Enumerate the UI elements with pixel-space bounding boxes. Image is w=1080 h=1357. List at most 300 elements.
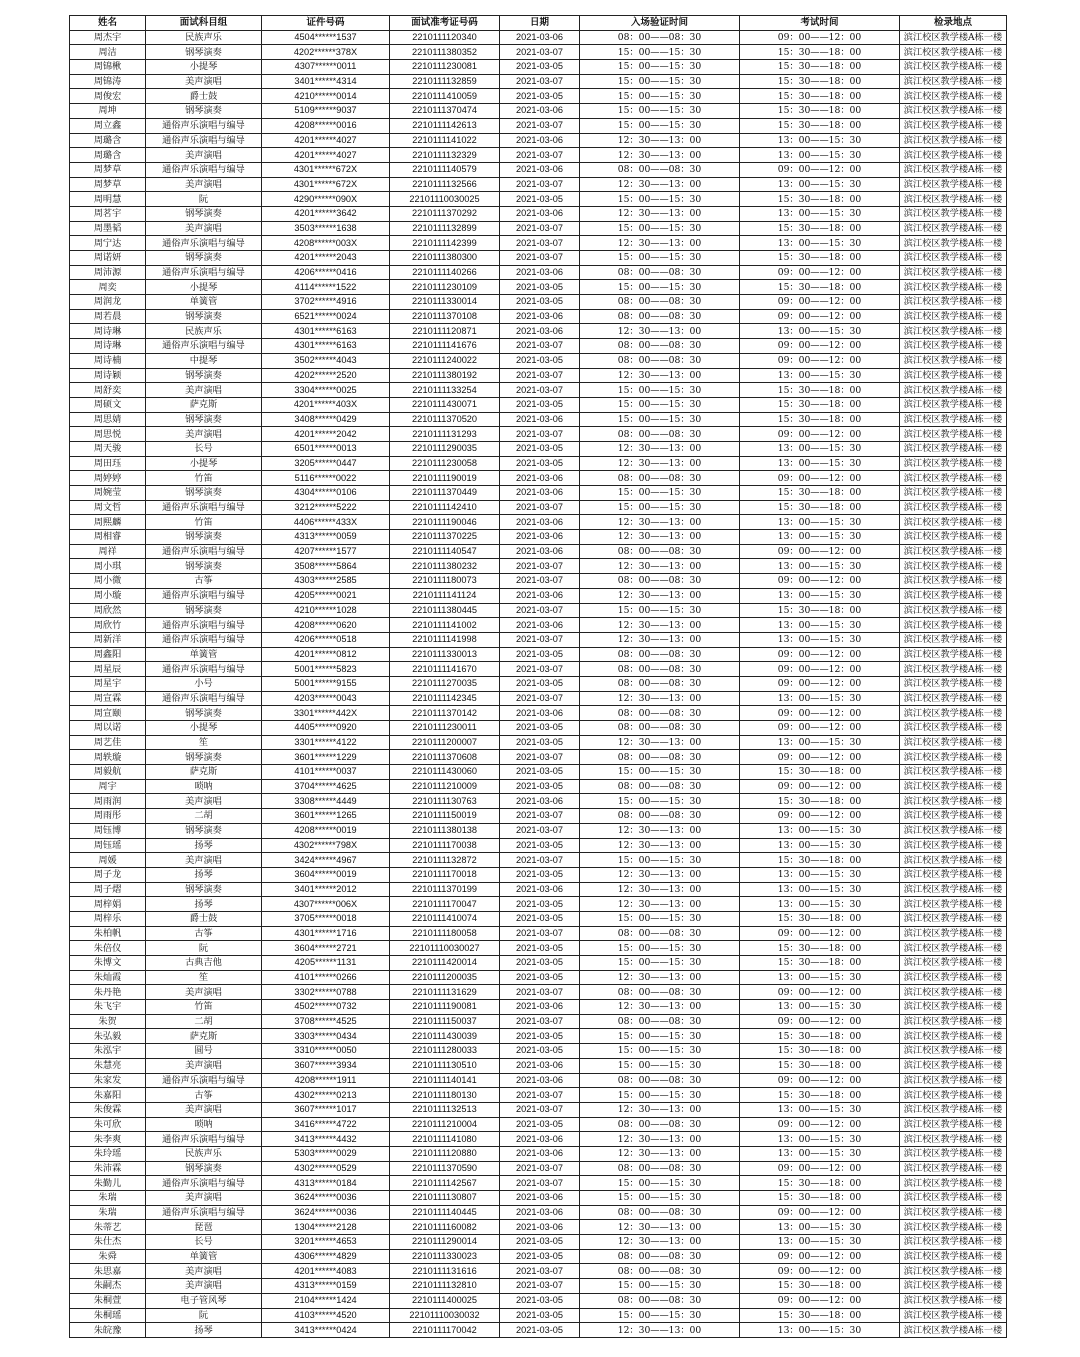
cell-checkin-time: 15：00——15：30	[580, 60, 740, 75]
cell-name: 周锦楸	[70, 60, 146, 75]
table-row	[70, 544, 1007, 559]
cell-id-number: 4208******1911	[262, 1073, 390, 1088]
cell-date: 2021-03-05	[500, 89, 580, 104]
cell-location: 滨江校区教学楼A栋一楼	[900, 162, 1007, 177]
cell-ticket-number: 22101110030027	[390, 941, 500, 956]
table-row	[70, 265, 1007, 280]
cell-id-number: 3604******2721	[262, 941, 390, 956]
cell-id-number: 3624******0036	[262, 1191, 390, 1206]
cell-subject: 爵士鼓	[146, 911, 262, 926]
cell-subject: 通俗声乐演唱与编导	[146, 1205, 262, 1220]
cell-exam-time: 09：00——12：00	[740, 162, 900, 177]
cell-location: 滨江校区教学楼A栋一楼	[900, 1249, 1007, 1264]
cell-name: 周小璇	[70, 588, 146, 603]
cell-ticket-number: 2210111240022	[390, 353, 500, 368]
cell-checkin-time: 15：00——15：30	[580, 118, 740, 133]
cell-checkin-time: 12：30——13：00	[580, 897, 740, 912]
cell-name: 周思悦	[70, 427, 146, 442]
cell-name: 朱舜	[70, 1249, 146, 1264]
cell-id-number: 3310******0050	[262, 1044, 390, 1059]
cell-checkin-time: 08：00——08：30	[580, 1264, 740, 1279]
cell-location: 滨江校区教学楼A栋一楼	[900, 691, 1007, 706]
cell-checkin-time: 15：00——15：30	[580, 280, 740, 295]
cell-checkin-time: 15：00——15：30	[580, 104, 740, 119]
cell-date: 2021-03-06	[500, 104, 580, 119]
cell-date: 2021-03-07	[500, 632, 580, 647]
cell-subject: 钢琴演奏	[146, 309, 262, 324]
table-row	[70, 280, 1007, 295]
cell-date: 2021-03-05	[500, 676, 580, 691]
cell-name: 周艺佳	[70, 735, 146, 750]
table-row	[70, 765, 1007, 780]
cell-location: 滨江校区教学楼A栋一楼	[900, 970, 1007, 985]
table-row	[70, 882, 1007, 897]
cell-exam-time: 15：30——18：00	[740, 1088, 900, 1103]
cell-checkin-time: 08：00——08：30	[580, 809, 740, 824]
cell-name: 周诗颖	[70, 368, 146, 383]
cell-location: 滨江校区教学楼A栋一楼	[900, 368, 1007, 383]
cell-exam-time: 13：00——15：30	[740, 691, 900, 706]
table-row	[70, 823, 1007, 838]
cell-name: 周梦草	[70, 162, 146, 177]
cell-subject: 美声演唱	[146, 794, 262, 809]
cell-checkin-time: 15：00——15：30	[580, 1279, 740, 1294]
cell-name: 周子熠	[70, 882, 146, 897]
cell-date: 2021-03-05	[500, 779, 580, 794]
cell-name: 朱弘毅	[70, 1029, 146, 1044]
cell-checkin-time: 12：30——13：00	[580, 867, 740, 882]
cell-location: 滨江校区教学楼A栋一楼	[900, 339, 1007, 354]
table-row	[70, 530, 1007, 545]
cell-ticket-number: 2210111190019	[390, 471, 500, 486]
cell-subject: 通俗声乐演唱与编导	[146, 691, 262, 706]
cell-name: 周文哲	[70, 500, 146, 515]
cell-id-number: 4206******0518	[262, 632, 390, 647]
cell-name: 周祥	[70, 544, 146, 559]
table-row	[70, 251, 1007, 266]
cell-id-number: 4201******2043	[262, 251, 390, 266]
cell-location: 滨江校区教学楼A栋一楼	[900, 397, 1007, 412]
cell-subject: 阮	[146, 1308, 262, 1323]
cell-location: 滨江校区教学楼A栋一楼	[900, 280, 1007, 295]
cell-subject: 单簧管	[146, 295, 262, 310]
cell-id-number: 4302******0213	[262, 1088, 390, 1103]
cell-location: 滨江校区教学楼A栋一楼	[900, 1176, 1007, 1191]
cell-exam-time: 13：00——15：30	[740, 1000, 900, 1015]
cell-subject: 美声演唱	[146, 1102, 262, 1117]
cell-id-number: 1304******2128	[262, 1220, 390, 1235]
cell-checkin-time: 08：00——08：30	[580, 721, 740, 736]
cell-name: 周星辰	[70, 662, 146, 677]
cell-date: 2021-03-07	[500, 1014, 580, 1029]
cell-exam-time: 13：00——15：30	[740, 867, 900, 882]
cell-subject: 通俗声乐演唱与编导	[146, 588, 262, 603]
cell-subject: 通俗声乐演唱与编导	[146, 339, 262, 354]
table-row	[70, 897, 1007, 912]
table-row	[70, 74, 1007, 89]
cell-name: 周相睿	[70, 530, 146, 545]
cell-exam-time: 15：30——18：00	[740, 603, 900, 618]
cell-location: 滨江校区教学楼A栋一楼	[900, 1117, 1007, 1132]
cell-date: 2021-03-06	[500, 882, 580, 897]
cell-ticket-number: 2210111142567	[390, 1176, 500, 1191]
cell-date: 2021-03-06	[500, 794, 580, 809]
table-row	[70, 471, 1007, 486]
table-row	[70, 30, 1007, 45]
cell-exam-time: 09：00——12：00	[740, 809, 900, 824]
cell-location: 滨江校区教学楼A栋一楼	[900, 118, 1007, 133]
cell-subject: 美声演唱	[146, 427, 262, 442]
cell-location: 滨江校区教学楼A栋一楼	[900, 133, 1007, 148]
table-row	[70, 339, 1007, 354]
header-row	[70, 16, 1007, 31]
cell-ticket-number: 2210111132899	[390, 221, 500, 236]
cell-date: 2021-03-07	[500, 750, 580, 765]
table-row	[70, 1235, 1007, 1250]
cell-checkin-time: 15：00——15：30	[580, 251, 740, 266]
cell-exam-time: 13：00——15：30	[740, 823, 900, 838]
cell-name: 朱蒂艺	[70, 1220, 146, 1235]
cell-location: 滨江校区教学楼A栋一楼	[900, 265, 1007, 280]
cell-name: 周立鑫	[70, 118, 146, 133]
cell-id-number: 3301******4122	[262, 735, 390, 750]
cell-subject: 通俗声乐演唱与编导	[146, 544, 262, 559]
cell-ticket-number: 2210111132859	[390, 74, 500, 89]
cell-date: 2021-03-06	[500, 486, 580, 501]
cell-location: 滨江校区教学楼A栋一楼	[900, 251, 1007, 266]
cell-exam-time: 15：30——18：00	[740, 1029, 900, 1044]
cell-date: 2021-03-05	[500, 60, 580, 75]
table-row	[70, 221, 1007, 236]
cell-location: 滨江校区教学楼A栋一楼	[900, 588, 1007, 603]
cell-ticket-number: 2210111140445	[390, 1205, 500, 1220]
cell-name: 周奕	[70, 280, 146, 295]
cell-name: 周婉莹	[70, 486, 146, 501]
cell-subject: 钢琴演奏	[146, 486, 262, 501]
table-row	[70, 662, 1007, 677]
cell-name: 周欣然	[70, 603, 146, 618]
cell-name: 朱灿霞	[70, 970, 146, 985]
cell-subject: 扬琴	[146, 1323, 262, 1338]
cell-ticket-number: 2210111200007	[390, 735, 500, 750]
cell-name: 周子龙	[70, 867, 146, 882]
cell-name: 朱博文	[70, 956, 146, 971]
table-row	[70, 486, 1007, 501]
cell-date: 2021-03-06	[500, 1191, 580, 1206]
cell-ticket-number: 2210111380138	[390, 823, 500, 838]
cell-name: 周梦草	[70, 177, 146, 192]
cell-location: 滨江校区教学楼A栋一楼	[900, 353, 1007, 368]
cell-ticket-number: 2210111430060	[390, 765, 500, 780]
cell-checkin-time: 15：00——15：30	[580, 192, 740, 207]
cell-exam-time: 09：00——12：00	[740, 353, 900, 368]
table-row	[70, 1000, 1007, 1015]
cell-name: 朱泓宇	[70, 1044, 146, 1059]
table-row	[70, 427, 1007, 442]
cell-name: 朱丹艳	[70, 985, 146, 1000]
cell-name: 朱仕杰	[70, 1235, 146, 1250]
column-header-ticket-number: 面试准考证号码	[390, 16, 500, 31]
cell-name: 周媛	[70, 853, 146, 868]
cell-exam-time: 13：00——15：30	[740, 133, 900, 148]
cell-checkin-time: 08：00——08：30	[580, 339, 740, 354]
cell-ticket-number: 2210111132329	[390, 148, 500, 163]
cell-name: 朱李爽	[70, 1132, 146, 1147]
cell-id-number: 3301******442X	[262, 706, 390, 721]
cell-ticket-number: 2210111370225	[390, 530, 500, 545]
cell-checkin-time: 08：00——08：30	[580, 647, 740, 662]
cell-checkin-time: 15：00——15：30	[580, 794, 740, 809]
cell-checkin-time: 12：30——13：00	[580, 1132, 740, 1147]
table-row	[70, 559, 1007, 574]
cell-id-number: 4301******672X	[262, 177, 390, 192]
table-row	[70, 295, 1007, 310]
cell-date: 2021-03-05	[500, 647, 580, 662]
table-row	[70, 647, 1007, 662]
cell-exam-time: 15：30——18：00	[740, 74, 900, 89]
cell-date: 2021-03-05	[500, 441, 580, 456]
cell-ticket-number: 2210111180073	[390, 574, 500, 589]
cell-date: 2021-03-07	[500, 148, 580, 163]
cell-date: 2021-03-07	[500, 45, 580, 60]
cell-name: 朱家发	[70, 1073, 146, 1088]
cell-id-number: 5001******9155	[262, 676, 390, 691]
table-row	[70, 1279, 1007, 1294]
cell-date: 2021-03-06	[500, 706, 580, 721]
cell-name: 周璐含	[70, 148, 146, 163]
cell-ticket-number: 2210111170018	[390, 867, 500, 882]
cell-ticket-number: 2210111330013	[390, 647, 500, 662]
cell-ticket-number: 2210111132513	[390, 1102, 500, 1117]
cell-name: 朱倍仪	[70, 941, 146, 956]
cell-subject: 钢琴演奏	[146, 603, 262, 618]
cell-checkin-time: 12：30——13：00	[580, 456, 740, 471]
table-row	[70, 1323, 1007, 1338]
table-row	[70, 632, 1007, 647]
cell-name: 朱瑞	[70, 1205, 146, 1220]
table-row	[70, 148, 1007, 163]
cell-location: 滨江校区教学楼A栋一楼	[900, 486, 1007, 501]
cell-checkin-time: 08：00——08：30	[580, 1249, 740, 1264]
cell-subject: 古筝	[146, 926, 262, 941]
cell-name: 周小琪	[70, 559, 146, 574]
cell-checkin-time: 15：00——15：30	[580, 941, 740, 956]
cell-name: 周雨彤	[70, 809, 146, 824]
cell-location: 滨江校区教学楼A栋一楼	[900, 559, 1007, 574]
cell-date: 2021-03-07	[500, 1088, 580, 1103]
cell-checkin-time: 08：00——08：30	[580, 662, 740, 677]
cell-id-number: 3601******1229	[262, 750, 390, 765]
cell-date: 2021-03-05	[500, 1044, 580, 1059]
cell-exam-time: 15：30——18：00	[740, 104, 900, 119]
cell-checkin-time: 08：00——08：30	[580, 1073, 740, 1088]
cell-subject: 钢琴演奏	[146, 104, 262, 119]
cell-subject: 扬琴	[146, 897, 262, 912]
cell-id-number: 4301******672X	[262, 162, 390, 177]
cell-ticket-number: 2210111150019	[390, 809, 500, 824]
cell-subject: 通俗声乐演唱与编导	[146, 632, 262, 647]
cell-checkin-time: 15：00——15：30	[580, 765, 740, 780]
cell-date: 2021-03-07	[500, 559, 580, 574]
cell-subject: 二胡	[146, 809, 262, 824]
cell-subject: 二胡	[146, 1014, 262, 1029]
cell-name: 朱贺	[70, 1014, 146, 1029]
cell-checkin-time: 15：00——15：30	[580, 956, 740, 971]
cell-checkin-time: 08：00——08：30	[580, 544, 740, 559]
cell-subject: 通俗声乐演唱与编导	[146, 1132, 262, 1147]
cell-id-number: 4205******0021	[262, 588, 390, 603]
table-row	[70, 441, 1007, 456]
table-row	[70, 691, 1007, 706]
cell-exam-time: 09：00——12：00	[740, 706, 900, 721]
cell-date: 2021-03-06	[500, 471, 580, 486]
cell-subject: 扬琴	[146, 838, 262, 853]
cell-name: 朱俊霖	[70, 1102, 146, 1117]
table-row	[70, 838, 1007, 853]
cell-location: 滨江校区教学楼A栋一楼	[900, 882, 1007, 897]
cell-id-number: 4301******1716	[262, 926, 390, 941]
cell-checkin-time: 08：00——08：30	[580, 926, 740, 941]
cell-name: 周钰博	[70, 823, 146, 838]
table-row	[70, 588, 1007, 603]
cell-location: 滨江校区教学楼A栋一楼	[900, 236, 1007, 251]
cell-name: 周洁	[70, 45, 146, 60]
cell-subject: 美声演唱	[146, 148, 262, 163]
cell-id-number: 3413******0424	[262, 1323, 390, 1338]
cell-exam-time: 13：00——15：30	[740, 1146, 900, 1161]
cell-location: 滨江校区教学楼A栋一楼	[900, 89, 1007, 104]
cell-id-number: 3201******4653	[262, 1235, 390, 1250]
table-row	[70, 1073, 1007, 1088]
cell-checkin-time: 15：00——15：30	[580, 1308, 740, 1323]
cell-location: 滨江校区教学楼A栋一楼	[900, 441, 1007, 456]
cell-id-number: 4208******0016	[262, 118, 390, 133]
table-row	[70, 1117, 1007, 1132]
cell-subject: 通俗声乐演唱与编导	[146, 265, 262, 280]
cell-exam-time: 09：00——12：00	[740, 339, 900, 354]
cell-ticket-number: 2210111120880	[390, 1146, 500, 1161]
cell-subject: 钢琴演奏	[146, 412, 262, 427]
cell-name: 朱思嘉	[70, 1264, 146, 1279]
cell-name: 周钰瑶	[70, 838, 146, 853]
cell-ticket-number: 2210111420014	[390, 956, 500, 971]
cell-checkin-time: 12：30——13：00	[580, 1146, 740, 1161]
cell-exam-time: 13：00——15：30	[740, 515, 900, 530]
cell-name: 朱沛霖	[70, 1161, 146, 1176]
table-row	[70, 853, 1007, 868]
cell-subject: 唢呐	[146, 779, 262, 794]
cell-date: 2021-03-05	[500, 721, 580, 736]
cell-exam-time: 09：00——12：00	[740, 574, 900, 589]
cell-subject: 竹笛	[146, 471, 262, 486]
cell-date: 2021-03-07	[500, 339, 580, 354]
cell-exam-time: 09：00——12：00	[740, 1161, 900, 1176]
cell-date: 2021-03-06	[500, 1058, 580, 1073]
cell-location: 滨江校区教学楼A栋一楼	[900, 1029, 1007, 1044]
cell-date: 2021-03-05	[500, 1308, 580, 1323]
cell-checkin-time: 12：30——13：00	[580, 559, 740, 574]
cell-exam-time: 13：00——15：30	[740, 456, 900, 471]
cell-subject: 美声演唱	[146, 1191, 262, 1206]
cell-ticket-number: 2210111400025	[390, 1293, 500, 1308]
cell-name: 周宇	[70, 779, 146, 794]
cell-date: 2021-03-07	[500, 1176, 580, 1191]
cell-checkin-time: 12：30——13：00	[580, 515, 740, 530]
cell-exam-time: 15：30——18：00	[740, 1279, 900, 1294]
cell-subject: 单簧管	[146, 647, 262, 662]
cell-date: 2021-03-07	[500, 809, 580, 824]
cell-checkin-time: 08：00——08：30	[580, 1117, 740, 1132]
table-row	[70, 706, 1007, 721]
cell-location: 滨江校区教学楼A栋一楼	[900, 500, 1007, 515]
cell-date: 2021-03-07	[500, 574, 580, 589]
cell-location: 滨江校区教学楼A栋一楼	[900, 941, 1007, 956]
cell-date: 2021-03-07	[500, 251, 580, 266]
table-row	[70, 618, 1007, 633]
cell-subject: 电子管风琴	[146, 1293, 262, 1308]
table-row	[70, 1308, 1007, 1323]
cell-subject: 钢琴演奏	[146, 45, 262, 60]
cell-id-number: 3212******5222	[262, 500, 390, 515]
cell-exam-time: 15：30——18：00	[740, 941, 900, 956]
table-row	[70, 324, 1007, 339]
cell-exam-time: 13：00——15：30	[740, 882, 900, 897]
cell-name: 周欣竹	[70, 618, 146, 633]
cell-date: 2021-03-07	[500, 500, 580, 515]
cell-subject: 美声演唱	[146, 1058, 262, 1073]
cell-checkin-time: 15：00——15：30	[580, 1029, 740, 1044]
cell-location: 滨江校区教学楼A栋一楼	[900, 867, 1007, 882]
cell-ticket-number: 2210111210009	[390, 779, 500, 794]
cell-date: 2021-03-06	[500, 133, 580, 148]
cell-subject: 钢琴演奏	[146, 706, 262, 721]
cell-subject: 爵士鼓	[146, 89, 262, 104]
table-row	[70, 794, 1007, 809]
cell-location: 滨江校区教学楼A栋一楼	[900, 1205, 1007, 1220]
cell-exam-time: 15：30——18：00	[740, 486, 900, 501]
cell-subject: 小提琴	[146, 280, 262, 295]
cell-id-number: 4307******0011	[262, 60, 390, 75]
cell-id-number: 4207******1577	[262, 544, 390, 559]
cell-id-number: 4201******0812	[262, 647, 390, 662]
cell-id-number: 3416******4722	[262, 1117, 390, 1132]
cell-id-number: 5109******9037	[262, 104, 390, 119]
cell-date: 2021-03-05	[500, 867, 580, 882]
table-row	[70, 1191, 1007, 1206]
cell-name: 周宁达	[70, 236, 146, 251]
cell-exam-time: 09：00——12：00	[740, 265, 900, 280]
cell-location: 滨江校区教学楼A栋一楼	[900, 750, 1007, 765]
cell-checkin-time: 08：00——08：30	[580, 1161, 740, 1176]
table-row	[70, 397, 1007, 412]
cell-location: 滨江校区教学楼A栋一楼	[900, 956, 1007, 971]
cell-subject: 民族声乐	[146, 30, 262, 45]
cell-id-number: 4502******0732	[262, 1000, 390, 1015]
table-body	[70, 30, 1007, 1337]
cell-location: 滨江校区教学楼A栋一楼	[900, 544, 1007, 559]
cell-location: 滨江校区教学楼A栋一楼	[900, 192, 1007, 207]
cell-ticket-number: 2210111140266	[390, 265, 500, 280]
cell-id-number: 3424******4967	[262, 853, 390, 868]
cell-ticket-number: 2210111230011	[390, 721, 500, 736]
cell-ticket-number: 2210111180130	[390, 1088, 500, 1103]
cell-subject: 通俗声乐演唱与编导	[146, 662, 262, 677]
cell-name: 周熙麟	[70, 515, 146, 530]
cell-checkin-time: 08：00——08：30	[580, 1293, 740, 1308]
cell-checkin-time: 08：00——08：30	[580, 309, 740, 324]
cell-date: 2021-03-07	[500, 236, 580, 251]
cell-location: 滨江校区教学楼A栋一楼	[900, 295, 1007, 310]
